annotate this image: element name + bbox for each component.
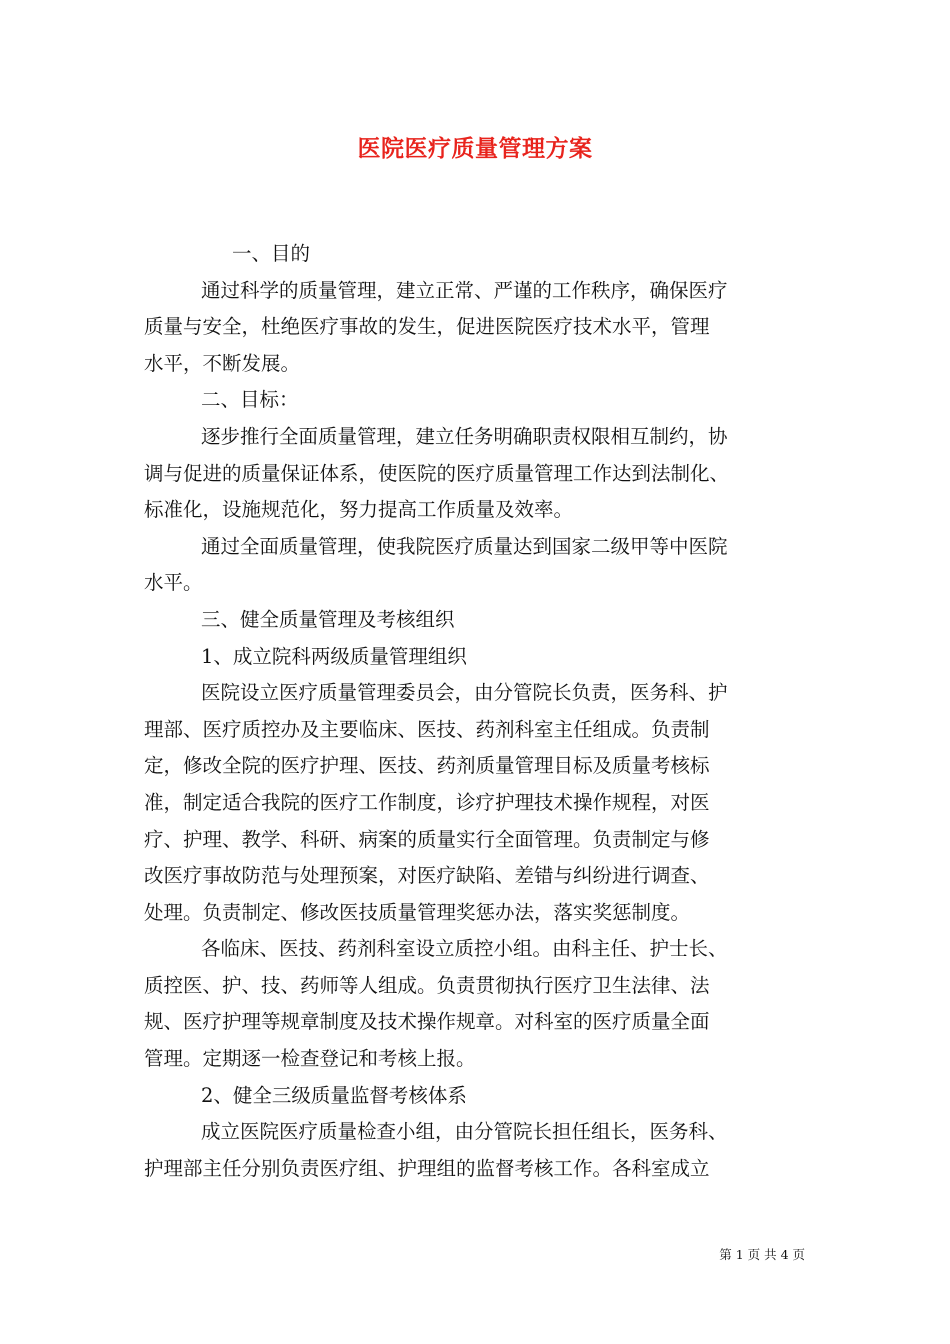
- paragraph-line: 调与促进的质量保证体系，使医院的医疗质量管理工作达到法制化、: [144, 461, 730, 485]
- paragraph-line: 质控医、护、技、药师等人组成。负责贯彻执行医疗卫生法律、法: [144, 973, 710, 997]
- subsection-heading: 1、成立院科两级质量管理组织: [201, 644, 467, 668]
- paragraph-line: 理部、医疗质控办及主要临床、医技、药剂科室主任组成。负责制: [144, 717, 710, 741]
- paragraph-line: 改医疗事故防范与处理预案，对医疗缺陷、差错与纠纷进行调查、: [144, 864, 710, 888]
- paragraph-line: 逐步推行全面质量管理，建立任务明确职责权限相互制约，协: [201, 424, 728, 448]
- paragraph-line: 水平。: [144, 571, 203, 595]
- paragraph-line: 成立医院医疗质量检查小组，由分管院长担任组长，医务科、: [201, 1120, 728, 1144]
- paragraph-line: 通过全面质量管理，使我院医疗质量达到国家二级甲等中医院: [201, 534, 728, 558]
- paragraph-line: 各临床、医技、药剂科室设立质控小组。由科主任、护士长、: [201, 937, 728, 961]
- paragraph-line: 医院设立医疗质量管理委员会，由分管院长负责，医务科、护: [201, 681, 728, 705]
- section-heading: 三、健全质量管理及考核组织: [201, 607, 455, 631]
- paragraph-line: 管理。定期逐一检查登记和考核上报。: [144, 1047, 476, 1071]
- paragraph-line: 标准化，设施规范化，努力提高工作质量及效率。: [144, 498, 574, 522]
- paragraph-line: 护理部主任分别负责医疗组、护理组的监督考核工作。各科室成立: [144, 1156, 710, 1180]
- paragraph-line: 疗、护理、教学、科研、病案的质量实行全面管理。负责制定与修: [144, 827, 710, 851]
- paragraph-line: 水平，不断发展。: [144, 351, 301, 375]
- page-number-footer: 第 1 页 共 4 页: [719, 1247, 805, 1262]
- paragraph-line: 定，修改全院的医疗护理、医技、药剂质量管理目标及质量考核标: [144, 754, 710, 778]
- paragraph-line: 通过科学的质量管理，建立正常、严谨的工作秩序，确保医疗: [201, 278, 728, 302]
- section-heading: 一、目的: [232, 242, 311, 265]
- subsection-heading: 2、健全三级质量监督考核体系: [201, 1083, 467, 1107]
- paragraph-line: 准，制定适合我院的医疗工作制度，诊疗护理技术操作规程，对医: [144, 790, 710, 814]
- paragraph-line: 处理。负责制定、修改医技质量管理奖惩办法，落实奖惩制度。: [144, 900, 691, 924]
- paragraph-line: 质量与安全，杜绝医疗事故的发生，促进医院医疗技术水平，管理: [144, 315, 710, 339]
- document-body: [144, 236, 806, 1187]
- document-title: 医院医疗质量管理方案: [357, 135, 593, 162]
- paragraph-line: 规、医疗护理等规章制度及技术操作规章。对科室的医疗质量全面: [144, 1010, 710, 1034]
- section-heading: 二、目标：: [201, 388, 299, 412]
